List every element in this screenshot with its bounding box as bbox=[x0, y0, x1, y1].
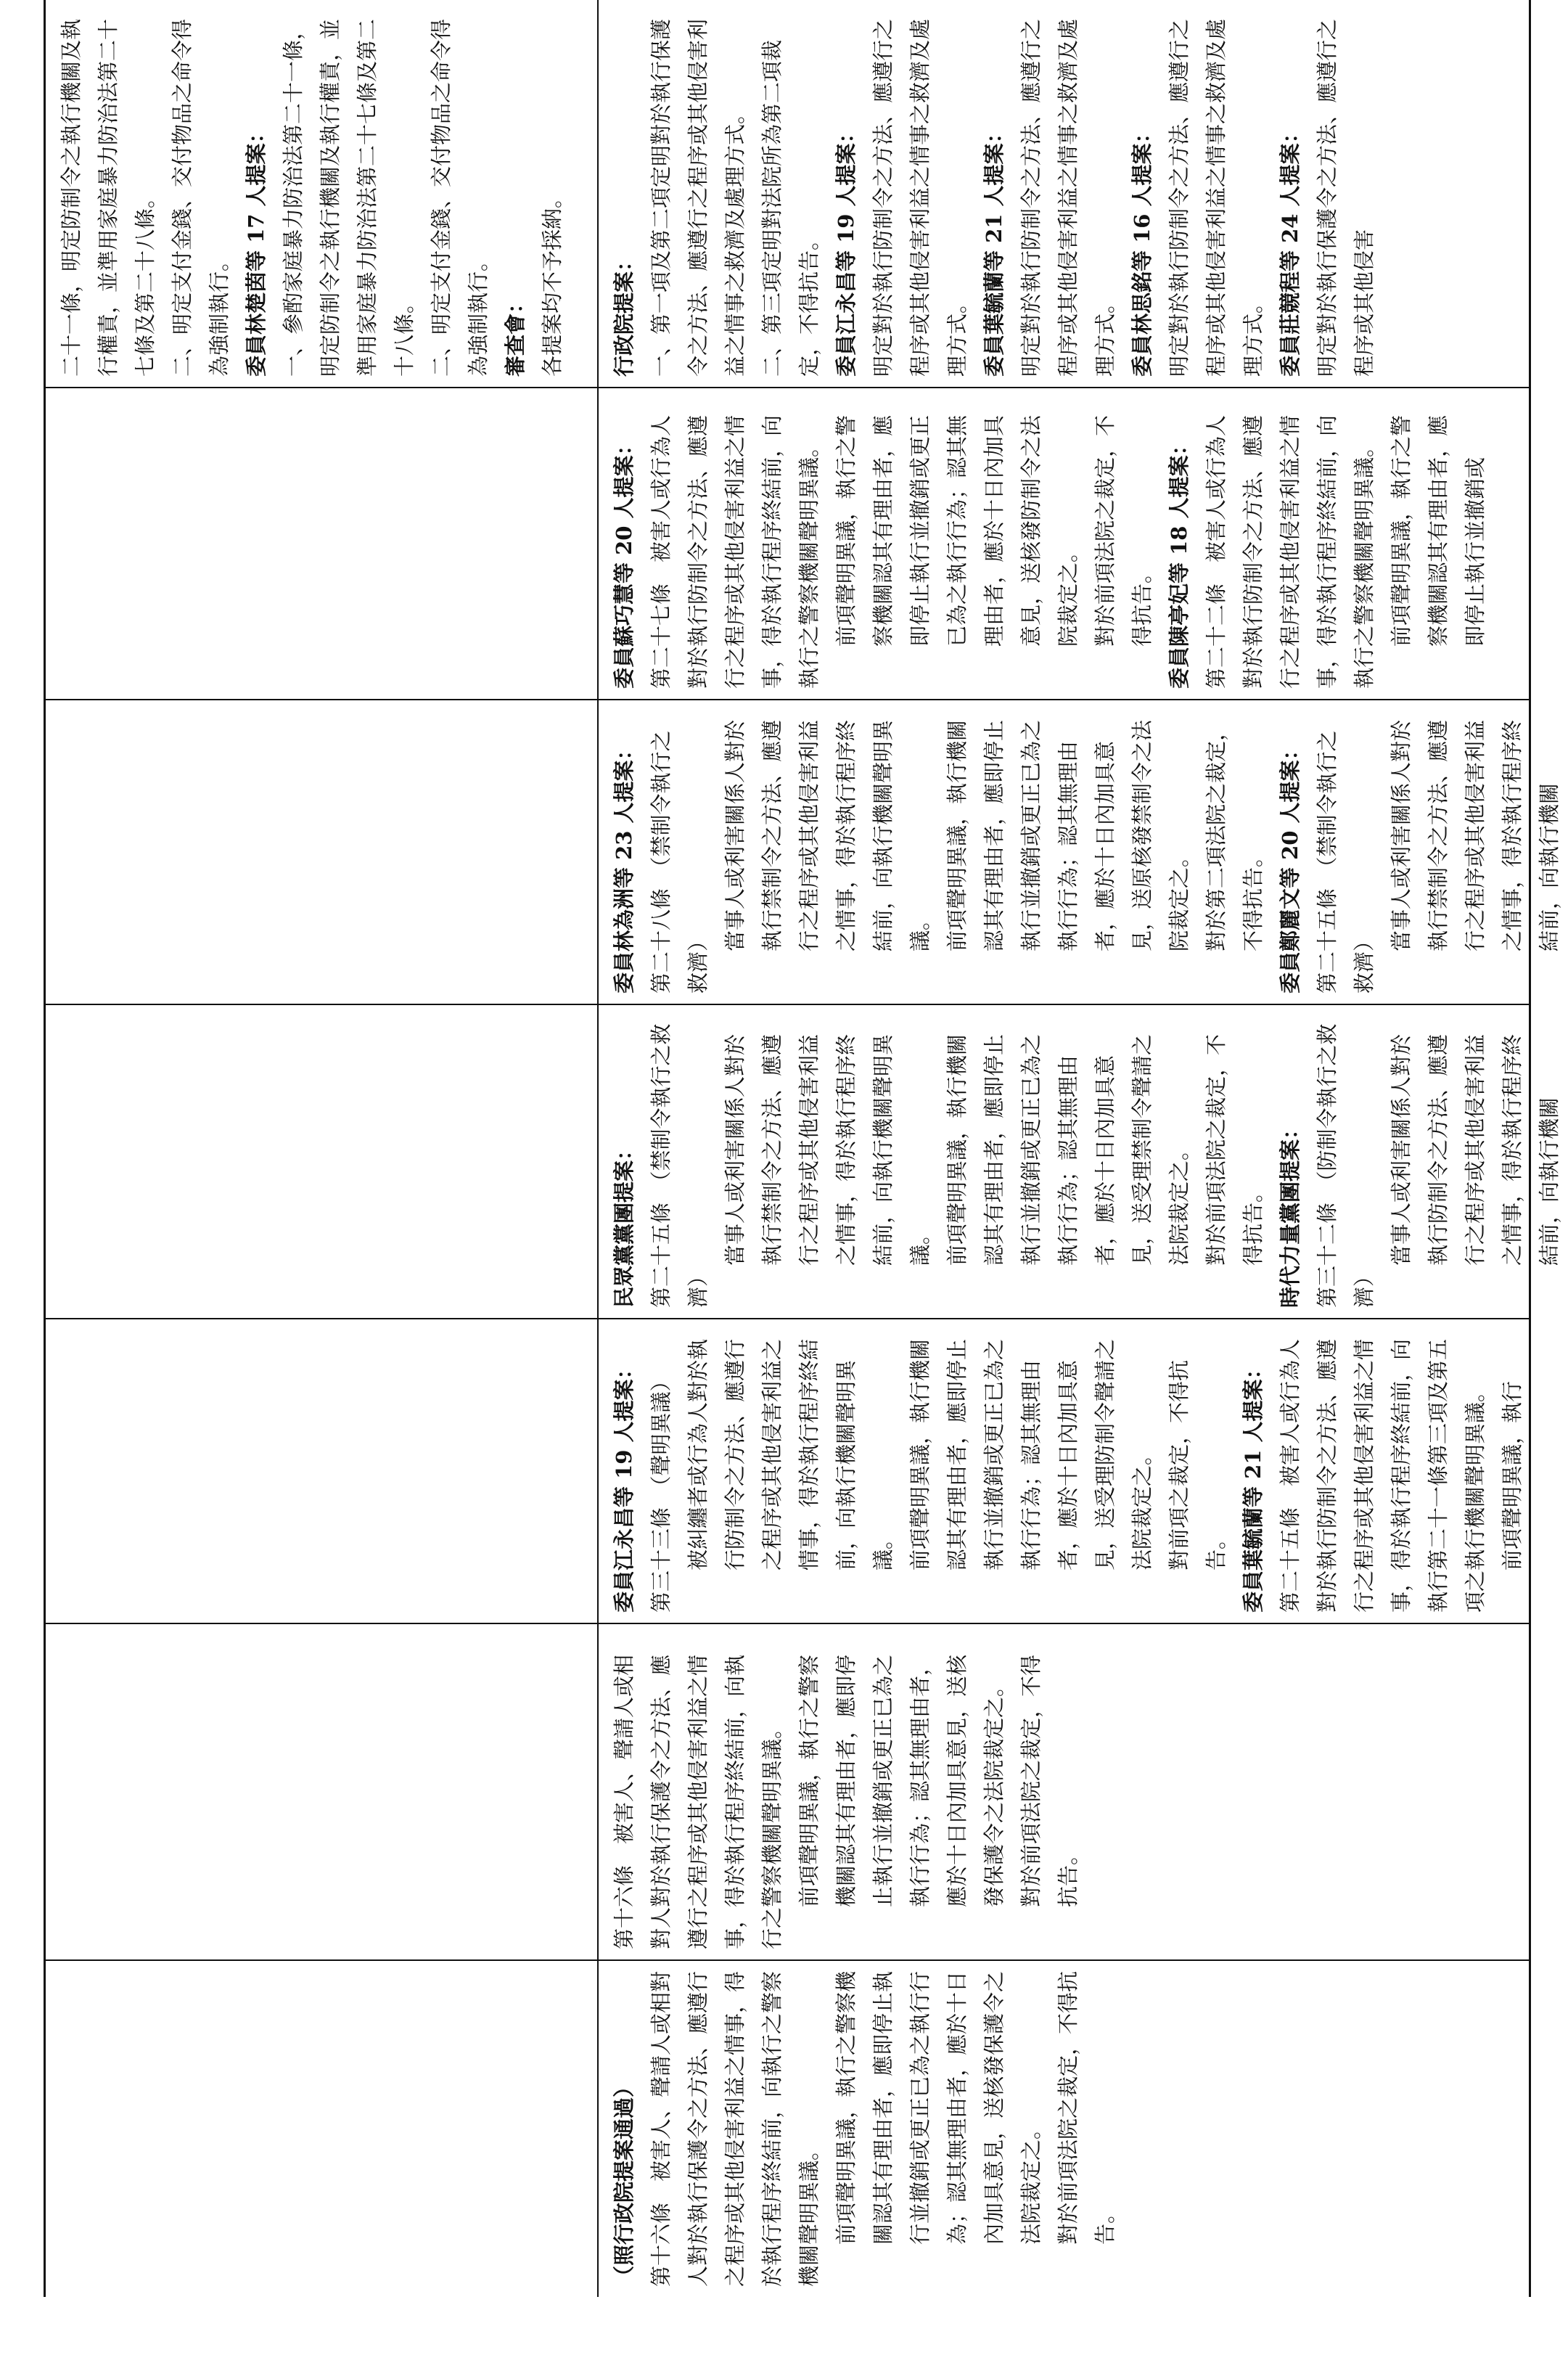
column-lower-cell bbox=[599, 388, 1529, 699]
paragraph: 前項聲明異議，執行機關認其有理由者，應即停止執行並撤銷或更正已為之執行行為；認其無理由者，應於十日內加具意見，送受理防制令聲請之法院裁定之。 bbox=[908, 1338, 1154, 1570]
column-upper-cell bbox=[46, 1005, 597, 1318]
column-upper-cell bbox=[46, 1961, 597, 2297]
paragraph: 對於第二項法院之裁定，不得抗告。 bbox=[1204, 719, 1265, 951]
paragraph: 前項聲明異議，執行之警察機關認其有理由者，應即停止執行並撤銷或 bbox=[1389, 414, 1487, 647]
paragraph: 一、參酌家庭暴力防治法第二十一條，明定防制令之執行機關及執行權責，並準用家庭暴力防治法第二十七條及第二十八條。 bbox=[281, 18, 416, 377]
paragraph: 當事人或利害關係人對於執行防制令之方法、應遵行之程序或其他侵害利益之情事，得於執行程序終結前，向執行機關 bbox=[1389, 1033, 1561, 1266]
column-lower-cell bbox=[599, 0, 1529, 387]
paragraph: 當事人或利害關係人對於執行禁制令之方法、應遵行之程序或其他侵害利益之情事，得於執行程序終結前，向執行機關聲明異議。 bbox=[723, 719, 932, 951]
paragraph: 第二十八條 （禁制令執行之救濟） bbox=[649, 730, 710, 994]
paragraph: 二、第三項定明對法院所為第二項裁定，不得抗告。 bbox=[760, 39, 821, 377]
paragraph: 一、第一項及第二項定明對於執行保護令之方法、應遵行之程序或其他侵害利益之情事之救濟及處理方式。 bbox=[649, 18, 747, 377]
table-column bbox=[46, 1319, 1529, 1624]
paragraph: 第二十七條 被害人或行為人對於執行防制令之方法、應遵行之程序或其他侵害利益之情事，得於執行程序終結前，向執行之警察機關聲明異議。 bbox=[649, 414, 821, 689]
section-heading: 委員林思銘等 16 人提案： bbox=[1130, 122, 1154, 377]
paragraph: 對於前項法院之裁定，不得抗告。 bbox=[1204, 1033, 1265, 1266]
section-heading: 委員林為洲等 23 人提案： bbox=[612, 739, 636, 994]
paragraph: 第二十二條 被害人或行為人對於執行防制令之方法、應遵行之程序或其他侵害利益之情事，得於執行程序終結前，向執行之警察機關聲明異議。 bbox=[1204, 414, 1376, 689]
table-column bbox=[46, 1624, 1529, 1961]
column-lower-cell bbox=[599, 700, 1561, 1004]
section-heading: （照行政院提案通過） bbox=[612, 2076, 636, 2287]
column-lower-cell bbox=[599, 1319, 1529, 1623]
section-heading: 委員林楚茵等 17 人提案： bbox=[244, 122, 268, 377]
paragraph: 第十六條 被害人、聲請人或相對人對於執行保護令之方法、應遵行之程序或其他侵害利益之情事，得於執行程序終結前，向執行之警察機關聲明異議。 bbox=[649, 1970, 821, 2287]
paragraph: 二、明定支付金錢、交付物品之命令得為強制執行。 bbox=[429, 18, 490, 377]
table-column bbox=[46, 1961, 1529, 2297]
column-lower-cell bbox=[599, 1624, 1529, 1959]
table-column bbox=[46, 0, 1529, 388]
paragraph: 當事人或利害關係人對於執行禁制令之方法、應遵行之程序或其他侵害利益之情事，得於執行程序終結前，向執行機關聲明異議。 bbox=[723, 1033, 932, 1266]
section-heading: 委員蘇巧慧等 20 人提案： bbox=[612, 434, 636, 689]
table-column bbox=[46, 700, 1561, 1005]
column-lower-cell bbox=[599, 1961, 1529, 2297]
paragraph: 第二十五條 （禁制令執行之救濟） bbox=[1315, 730, 1376, 994]
section-heading: 委員江永昌等 19 人提案： bbox=[612, 1358, 636, 1613]
paragraph: 前項聲明異議，執行之警察機關認其有理由者，應即停止執行並撤銷或更正已為之執行行為；認其無理由者，應於十日內加具意見，送核發防制令之法院裁定之。 bbox=[834, 414, 1080, 647]
paragraph: 當事人或利害關係人對於執行禁制令之方法、應遵行之程序或其他侵害利益之情事，得於執行程序終結前，向執行機關 bbox=[1389, 719, 1561, 951]
column-upper-cell bbox=[46, 0, 597, 387]
section-heading: 審查會： bbox=[503, 292, 528, 377]
paragraph: 對於前項法院之裁定，不得抗告。 bbox=[1019, 1654, 1080, 1907]
paragraph: 前項聲明異議，執行機關認其有理由者，應即停止執行並撤銷或更正已為之執行行為；認其無理由者，應於十日內加具意見，送原核發禁制令之法院裁定之。 bbox=[945, 719, 1191, 951]
paragraph: 各提案均不予採納。 bbox=[540, 187, 565, 377]
section-heading: 委員陳亭妃等 18 人提案： bbox=[1167, 434, 1191, 689]
column-upper-cell bbox=[46, 1624, 597, 1959]
section-heading: 委員江永昌等 19 人提案： bbox=[834, 122, 858, 377]
column-lower-cell bbox=[599, 1005, 1561, 1318]
section-heading: 委員葉毓蘭等 21 人提案： bbox=[1241, 1358, 1265, 1613]
section-heading: 委員鄭麗文等 20 人提案： bbox=[1278, 739, 1302, 994]
column-upper-cell bbox=[46, 388, 597, 699]
table-column bbox=[46, 1005, 1561, 1319]
table-column bbox=[46, 388, 1529, 700]
paragraph: 第二十五條 （禁制令執行之救濟） bbox=[649, 1023, 710, 1308]
paragraph: 被糾纏者或行為人對於執行防制令之方法、應遵行之程序或其他侵害利益之情事，得於執行程序終結前，向執行機關聲明異議。 bbox=[686, 1338, 895, 1570]
comparison-table bbox=[44, 0, 1561, 2297]
paragraph: 明定對於執行防制令之方法、應遵行之程序或其他侵害利益之情事之救濟及處理方式。 bbox=[1019, 18, 1117, 377]
paragraph: 第二十五條 被害人或行為人對於執行防制令之方法、應遵行之程序或其他侵害利益之情事，得於執行程序終結前，向執行第二十一條第三項及第五項之執行機關聲明異議。 bbox=[1278, 1338, 1487, 1613]
paragraph: 明定對於執行防制令之方法、應遵行之程序或其他侵害利益之情事之救濟及處理方式。 bbox=[1167, 18, 1265, 377]
paragraph: 對前項之裁定，不得抗告。 bbox=[1167, 1359, 1228, 1570]
paragraph: 二十一條，明定防制令之執行機關及執行權責，並準用家庭暴力防治法第二十七條及第二十八條。 bbox=[59, 18, 157, 377]
paragraph: 明定對於執行保護令之方法、應遵行之程序或其他侵害 bbox=[1315, 18, 1376, 377]
column-upper-cell bbox=[46, 700, 597, 1004]
section-heading: 委員莊競程等 24 人提案： bbox=[1278, 122, 1302, 377]
section-heading: 行政院提案： bbox=[612, 250, 636, 377]
section-heading: 委員葉毓蘭等 21 人提案： bbox=[982, 122, 1006, 377]
paragraph: 前項聲明異議，執行 bbox=[1500, 1380, 1524, 1570]
paragraph: 二、明定支付金錢、交付物品之命令得為強制執行。 bbox=[170, 18, 231, 377]
paragraph: 對於前項法院之裁定，不得抗告。 bbox=[1056, 1970, 1117, 2245]
paragraph: 第十六條 被害人、聲請人或相對人對於執行保護令之方法、應遵行之程序或其他侵害利益之情事，得於執行程序終結前，向執行之警察機關聲明異議。 bbox=[612, 1654, 784, 1949]
paragraph: 第三十三條 （聲明異議） bbox=[649, 1370, 673, 1613]
section-heading: 民眾黨黨團提案： bbox=[612, 1139, 636, 1308]
paragraph: 第三十二條 （防制令執行之救濟） bbox=[1315, 1023, 1376, 1308]
paragraph: 對於前項法院之裁定，不得抗告。 bbox=[1093, 414, 1154, 647]
paragraph: 前項聲明異議，執行機關認其有理由者，應即停止執行並撤銷或更正已為之執行行為；認其無理由者，應於十日內加具意見，送受理禁制令聲請之法院裁定之。 bbox=[945, 1033, 1191, 1266]
paragraph: 前項聲明異議，執行之警察機關認其有理由者，應即停止執行並撤銷或更正已為之執行行為；認其無理由者，應於十日內加具意見，送核發保護令之法院裁定之。 bbox=[797, 1654, 1006, 1907]
column-upper-cell bbox=[46, 1319, 597, 1623]
paragraph: 前項聲明異議，執行之警察機關認其有理由者，應即停止執行並撤銷或更正已為之執行行為；認其無理由者，應於十日內加具意見，送核發保護令之法院裁定之。 bbox=[834, 1970, 1043, 2245]
paragraph: 明定對於執行防制令之方法、應遵行之程序或其他侵害利益之情事之救濟及處理方式。 bbox=[871, 18, 969, 377]
section-heading: 時代力量黨團提案： bbox=[1278, 1118, 1302, 1308]
